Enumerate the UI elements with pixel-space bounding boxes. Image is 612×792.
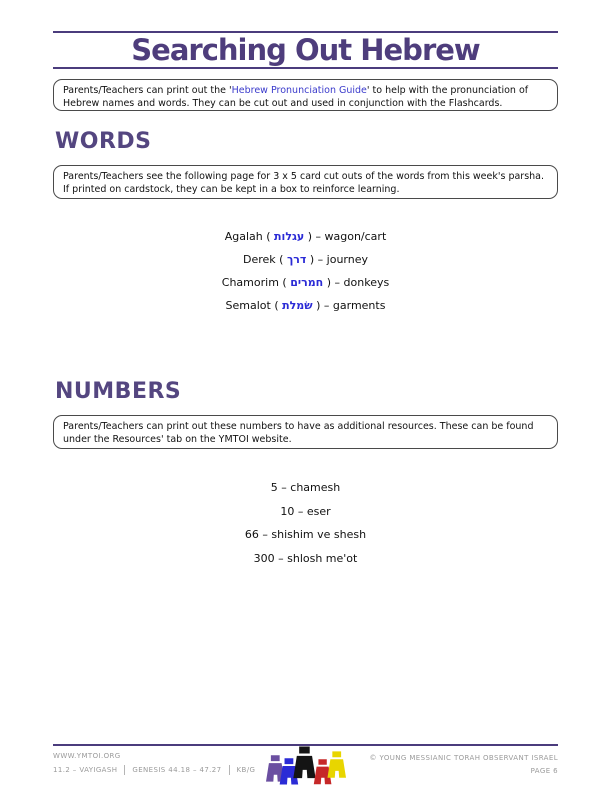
word-item xyxy=(53,276,558,299)
footer-left xyxy=(53,752,255,775)
logo-figure-yellow xyxy=(327,751,346,777)
intro-note-after: ' to help with the pronunciation of Hebrew names and words. They can be cut out and used in conjunction with the Flashcards. xyxy=(63,85,529,109)
intro-note-before: Parents/Teachers can print out the ' xyxy=(63,85,232,96)
words-note-text: Parents/Teachers see the following page for 3 x 5 card cut outs of the words from this week's parsha. If printed on cardstock, they can be kept in a box to reinforce learning. xyxy=(63,171,545,195)
word-hebrew: שׂמלת xyxy=(282,299,313,312)
logo-figure-black xyxy=(293,747,315,779)
word-latin: Chamorim ( xyxy=(221,276,291,289)
word-meaning: ) – wagon/cart xyxy=(304,230,387,243)
word-meaning: ) – journey xyxy=(306,253,369,266)
word-hebrew: עגלות xyxy=(274,230,305,243)
number-item: 5 – chamesh xyxy=(270,481,341,494)
copyright-text: © YOUNG MESSIANIC TORAH OBSERVANT ISRAEL xyxy=(369,754,558,762)
word-item xyxy=(53,230,558,253)
word-latin: Semalot ( xyxy=(225,299,283,312)
page-title: Searching Out Hebrew xyxy=(131,33,480,67)
number-item: 66 – shishim ve shesh xyxy=(244,528,367,541)
pronunciation-guide-link[interactable]: Hebrew Pronunciation Guide xyxy=(231,85,367,96)
footer-divider xyxy=(229,765,230,775)
number-item: 300 – shlosh me'ot xyxy=(253,551,358,565)
word-item xyxy=(53,299,558,322)
footer-right xyxy=(370,754,559,775)
word-latin: Agalah ( xyxy=(224,230,275,243)
intro-note-box xyxy=(53,79,558,111)
word-item xyxy=(53,253,558,276)
number-list xyxy=(53,481,558,575)
page-number: PAGE 6 xyxy=(530,767,558,775)
website-link[interactable]: WWW.YMTOI.ORG xyxy=(53,752,121,760)
word-hebrew: דרך xyxy=(286,253,307,266)
parsha-ref: 11.2 – VAYIGASH xyxy=(53,766,118,774)
word-list xyxy=(53,230,558,322)
footer-divider xyxy=(124,765,125,775)
words-note-box xyxy=(53,165,558,199)
words-heading: WORDS xyxy=(55,129,152,154)
ymtoi-logo-icon xyxy=(266,746,346,788)
numbers-note-box xyxy=(53,415,558,449)
header-rule-bottom xyxy=(53,67,558,69)
author-initials: KB/G xyxy=(236,766,256,774)
scripture-ref: GENESIS 44.18 – 47.27 xyxy=(132,766,222,774)
numbers-heading: NUMBERS xyxy=(55,379,182,404)
word-latin: Derek ( xyxy=(242,253,287,266)
word-meaning: ) – garments xyxy=(312,299,386,312)
word-meaning: ) – donkeys xyxy=(323,276,390,289)
numbers-note-text: Parents/Teachers can print out these numbers to have as additional resources. These can be found under the Resources' tab on the YMTOI website. xyxy=(63,421,534,445)
number-item: 10 – eser xyxy=(280,504,331,518)
footer-refs xyxy=(53,765,255,775)
word-hebrew: חמרים xyxy=(290,276,324,289)
